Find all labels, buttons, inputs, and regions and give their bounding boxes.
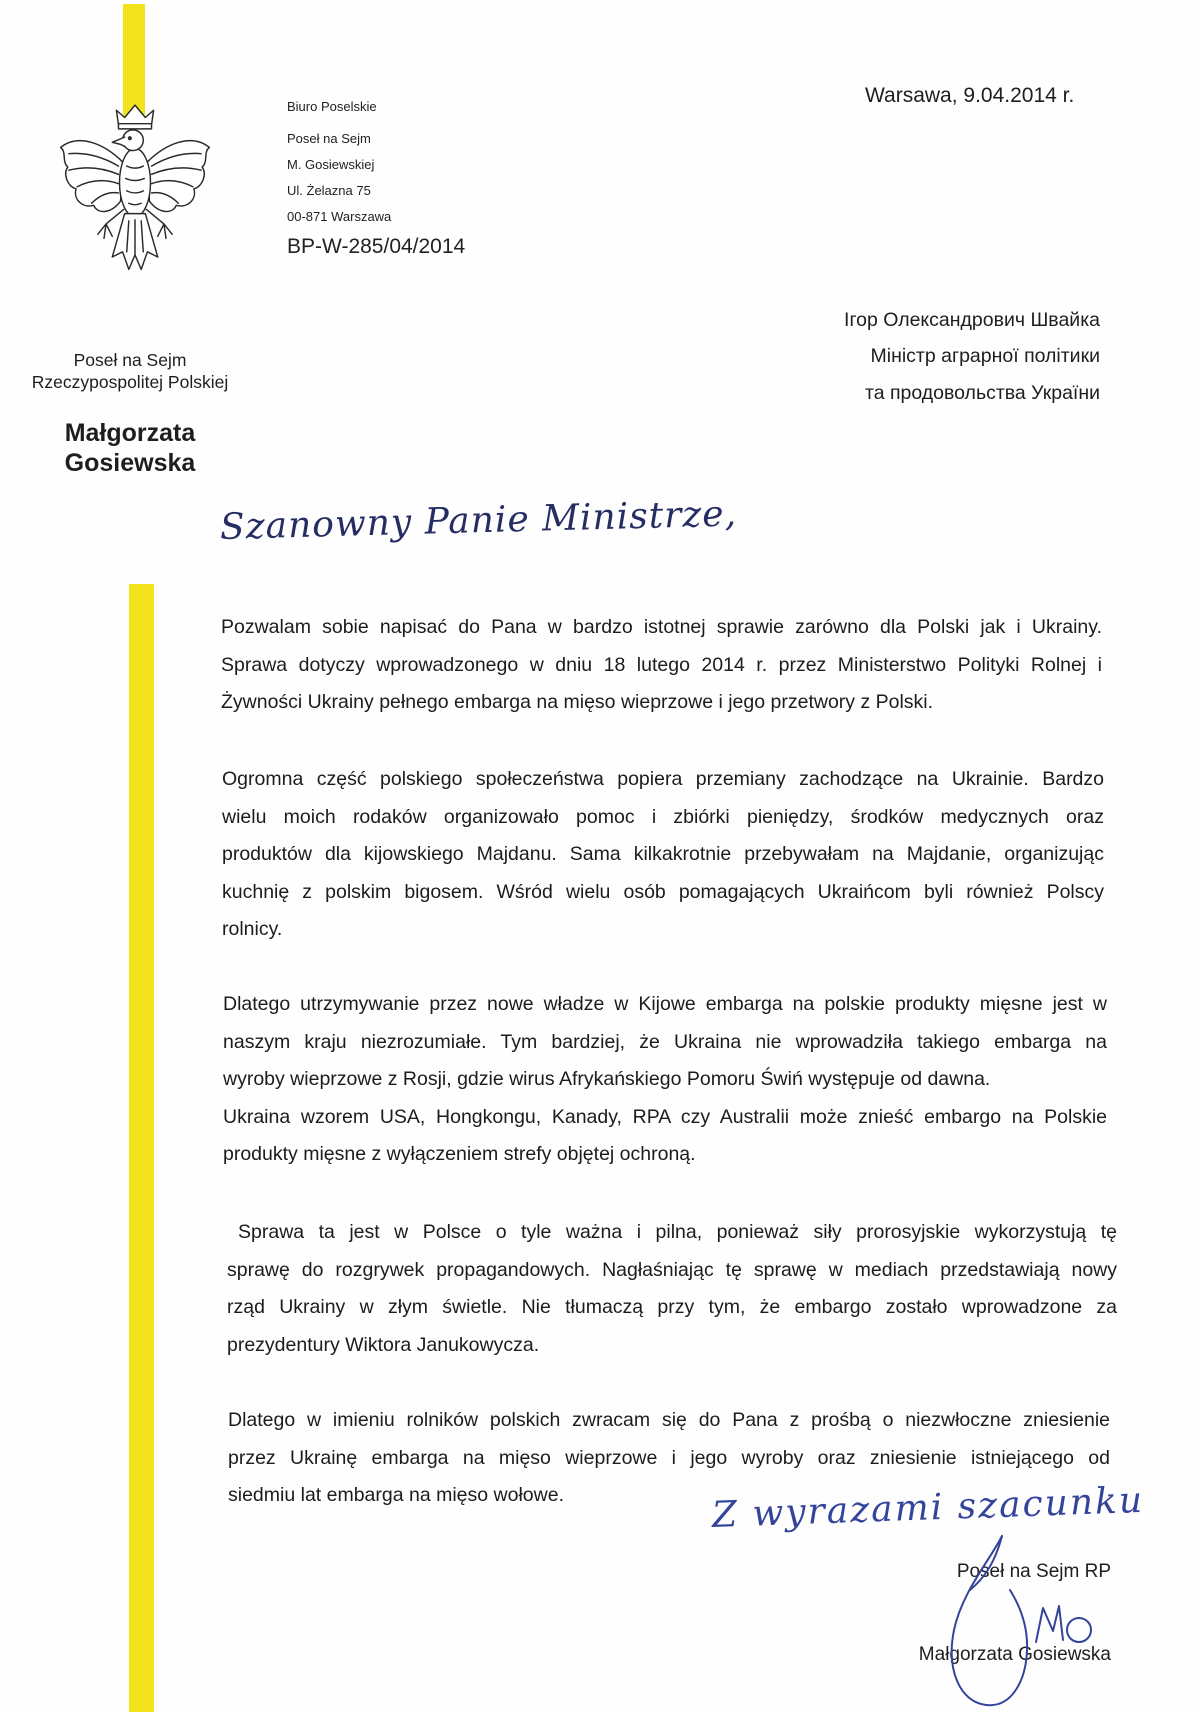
body-line: Dlatego w imieniu rolników polskich zwracam się do Pana z prośbą o niezwłoczne zniesienie [228, 1409, 1110, 1431]
body-line: Dlatego utrzymywanie przez nowe władze w Kijowe embarga na polskie produkty mięsne jest w [223, 993, 1107, 1015]
handwritten-closing: Z wyrazami szacunku [711, 1479, 1145, 1536]
office-name: Biuro Poselskie [287, 99, 377, 114]
body-paragraph-4 [227, 1214, 1117, 1364]
signature-icon [930, 1530, 1110, 1710]
polish-eagle-emblem [52, 102, 218, 288]
body-line: Pozwalam sobie napisać do Pana w bardzo istotnej sprawie zarówno dla Polski jak i Ukrainy. [221, 616, 1102, 638]
eagle-icon [52, 102, 218, 288]
recipient-position-line1: Міністр аграрної політики [870, 345, 1100, 367]
sender-name-block [10, 418, 250, 478]
body-line: siedmiu lat embarga na mięso wołowe. [228, 1484, 564, 1506]
body-line: produkty mięsne z wyłączeniem strefy objętej ochroną. [223, 1143, 696, 1165]
body-line: kuchnię z polskim bigosem. Wśród wielu osób pomagających Ukraińcom byli również Polscy [222, 880, 1104, 903]
body-paragraph-3 [223, 986, 1107, 1174]
reference-number: BP-W-285/04/2014 [287, 235, 466, 258]
body-line: Sprawa ta jest w Polsce o tyle ważna i pilna, ponieważ siły prorosyjskie wykorzystują tę [238, 1221, 1117, 1243]
office-line2: M. Gosiewskiej [287, 157, 375, 172]
sender-first-name: Małgorzata [64, 419, 196, 447]
body-line: przez Ukrainę embarga na mięso wieprzowe i jego wyroby oraz zniesienie istniejącego od [228, 1446, 1110, 1469]
signature-name: Małgorzata Gosiewska [918, 1644, 1111, 1665]
sender-block [10, 349, 250, 393]
handwritten-signature [930, 1530, 1110, 1710]
office-line1: Poseł na Sejm [287, 131, 371, 146]
sender-title-line1: Poseł na Sejm [73, 350, 187, 370]
body-line: produktów dla kijowskiego Majdanu. Sama kilkakrotnie przebywałam na Majdanie, organizując [222, 843, 1104, 865]
body-paragraph-2 [222, 761, 1104, 949]
accent-bar-bottom [129, 584, 154, 1712]
sender-last-name: Gosiewska [64, 449, 196, 477]
letter-date: Warsawa, 9.04.2014 r. [865, 84, 1075, 107]
body-line: rolnicy. [222, 918, 283, 940]
body-line: rząd Ukrainy w złym świetle. Nie tłumaczą przy tym, że embargo zostało wprowadzone za [227, 1296, 1117, 1318]
body-line: wyroby wieprzowe z Rosji, gdzie wirus Afrykańskiego Pomoru Świń występuje od dawna. [223, 1068, 991, 1090]
body-line: sprawę do rozgrywek propagandowych. Nagłaśniając tę sprawę w mediach przedstawiają nowy [227, 1258, 1117, 1281]
recipient-position-line2: та продовольства України [864, 382, 1100, 404]
body-line: naszym kraju niezrozumiałe. Tym bardziej, że Ukraina nie wprowadziła takiego embarga na [223, 1030, 1107, 1053]
body-line: Ogromna część polskiego społeczeństwa popiera przemiany zachodzące na Ukrainie. Bardzo [222, 768, 1104, 790]
office-postal: 00-871 Warszawa [287, 209, 392, 224]
body-line: Ukraina wzorem USA, Hongkongu, Kanady, RPA czy Australii może znieść embargo na Polskie [223, 1105, 1107, 1128]
body-line: Sprawa dotyczy wprowadzonego w dniu 18 lutego 2014 r. przez Ministerstwo Polityki Rolnej i [221, 653, 1102, 676]
recipient-name: Ігор Олександрович Швайка [844, 309, 1100, 331]
sender-title-line2: Rzeczypospolitej Polskiej [31, 372, 229, 392]
signature-title: Poseł na Sejm RP [956, 1561, 1111, 1582]
body-line: wielu moich rodaków organizowało pomoc i zbiórki pieniędzy, środków medycznych oraz [222, 805, 1104, 828]
handwritten-salutation: Szanowny Panie Ministrze, [219, 493, 738, 548]
office-street: Ul. Żelazna 75 [287, 183, 371, 198]
body-line: prezydentury Wiktora Janukowycza. [227, 1333, 540, 1356]
body-line: Żywności Ukrainy pełnego embarga na mięso wieprzowe i jego przetwory z Polski. [221, 691, 934, 713]
body-paragraph-1 [221, 609, 1102, 722]
